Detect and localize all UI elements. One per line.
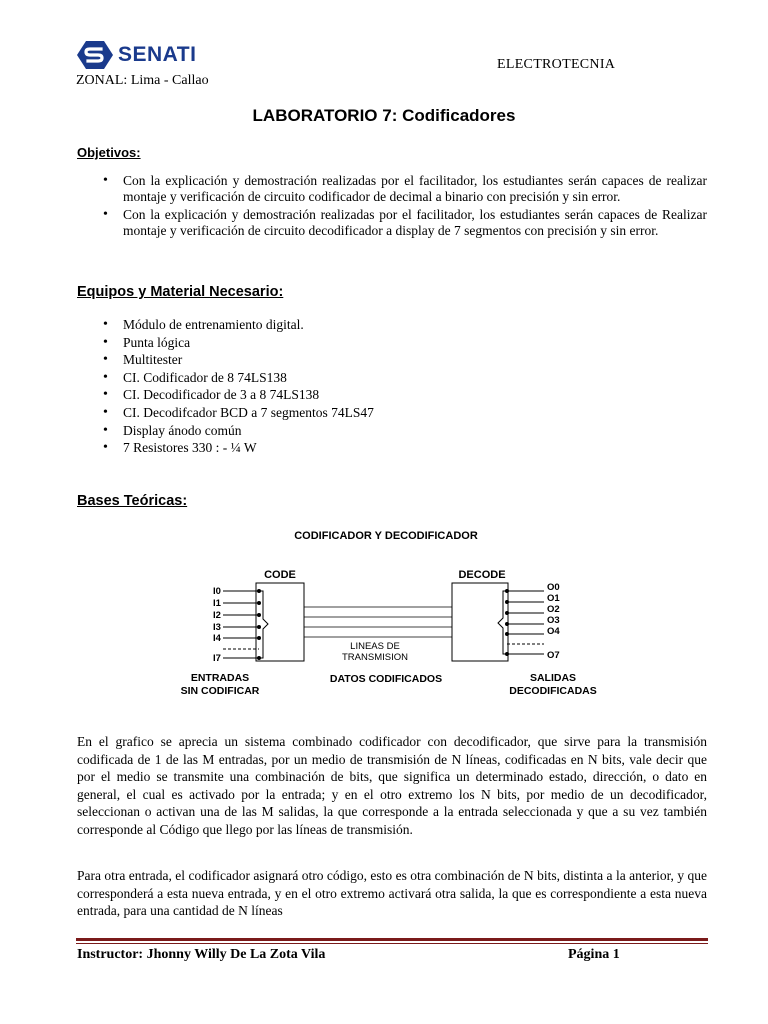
department-label: ELECTROTECNIA xyxy=(497,57,616,72)
page-title: LABORATORIO 7: Codificadores xyxy=(252,106,516,125)
footer-rule-thin xyxy=(76,943,708,944)
senati-logo-icon xyxy=(76,40,114,70)
output-label: O3 xyxy=(547,615,560,626)
instructor-name: Jhonny Willy De La Zota Vila xyxy=(143,947,326,962)
datos-caption: DATOS CODIFICADOS xyxy=(329,673,443,685)
theory-heading: Bases Teóricas: xyxy=(77,493,188,509)
footer-rule xyxy=(76,938,708,941)
input-lines xyxy=(213,586,268,664)
list-item: • Con la explicación y demostración realizadas por el facilitador, los estudiantes serán capaces de Realizar montaje y verificación de circuito decodificador a display de 7 segmentos con precisión y sin error. xyxy=(77,207,707,239)
encoder-decoder-diagram xyxy=(160,520,620,710)
objectives-list xyxy=(77,173,707,241)
zonal-label: ZONAL: Lima - Callao xyxy=(76,73,209,88)
list-item: • 7 Resistores 330 : - ¼ W xyxy=(77,439,707,457)
decode-label: DECODE xyxy=(458,569,506,581)
input-label: I7 xyxy=(213,653,221,664)
lines-label: LINEAS DE xyxy=(350,641,400,652)
list-item: • Punta lógica xyxy=(77,334,707,352)
output-lines xyxy=(498,582,560,661)
footer-instructor xyxy=(77,947,325,963)
salidas-caption: SALIDAS xyxy=(529,672,577,684)
input-label: I2 xyxy=(213,610,221,621)
entradas-caption: SIN CODIFICAR xyxy=(180,685,260,697)
output-label: O1 xyxy=(547,593,560,604)
logo-text: SENATI xyxy=(118,43,197,66)
input-label: I1 xyxy=(213,598,221,609)
output-label: O0 xyxy=(547,582,560,593)
list-item: • Display ánodo común xyxy=(77,422,707,440)
input-label: I0 xyxy=(213,586,221,597)
transmission-lines xyxy=(304,607,452,637)
list-item: • Con la explicación y demostración realizadas por el facilitador, los estudiantes serán capaces de realizar montaje y verificación de circuito codificador de decimal a binario con precisión y sin error. xyxy=(77,173,707,205)
output-label: O2 xyxy=(547,604,560,615)
instructor-label: Instructor: xyxy=(77,947,144,962)
input-label: I3 xyxy=(213,622,221,633)
page-number: Página 1 xyxy=(568,947,620,962)
lines-label: TRANSMISION xyxy=(342,652,408,663)
list-item: • CI. Decodifcador BCD a 7 segmentos 74LS47 xyxy=(77,404,707,422)
materials-list xyxy=(77,316,707,457)
input-label: I4 xyxy=(213,633,221,644)
materials-heading: Equipos y Material Necesario: xyxy=(77,284,284,300)
list-item: • CI. Codificador de 8 74LS138 xyxy=(77,369,707,387)
entradas-caption: ENTRADAS xyxy=(190,672,250,684)
list-item: • CI. Decodificador de 3 a 8 74LS138 xyxy=(77,386,707,404)
theory-paragraph-1: En el grafico se aprecia un sistema combinado codificador con decodificador, que sirve para la transmisión codificada de 1 de las M entradas, por un medio de transmisión de N líneas, codificadas en N bits, vale decir que por el medio se transmite una combinación de bits, que significa un determinado estado, dirección, o dato en general, el cual es activado por la entrada; y en el otro extremo los N bits, por medio de un decodificador, seleccionan o activan una de las M salidas, la que corresponde a la entrada seleccionada y que a su vez también corresponde al Código que llego por las líneas de transmisión. xyxy=(77,734,707,837)
theory-paragraph-2: Para otra entrada, el codificador asignará otro código, esto es otra combinación de N bits, distinta a la anterior, y que corresponderá a esta nueva entrada, y en el otro extremo activará otra salida, la que es correspondiente a esta nueva entrada, para una cantidad de N líneas xyxy=(77,868,707,918)
objectives-heading: Objetivos: xyxy=(77,145,141,160)
list-item: • Módulo de entrenamiento digital. xyxy=(77,316,707,334)
output-label: O4 xyxy=(547,626,560,637)
diagram-title: CODIFICADOR Y DECODIFICADOR xyxy=(294,530,478,542)
senati-logo xyxy=(76,40,206,70)
salidas-caption: DECODIFICADAS xyxy=(509,685,597,697)
code-label: CODE xyxy=(264,569,296,581)
list-item: • Multitester xyxy=(77,351,707,369)
output-label: O7 xyxy=(547,650,560,661)
